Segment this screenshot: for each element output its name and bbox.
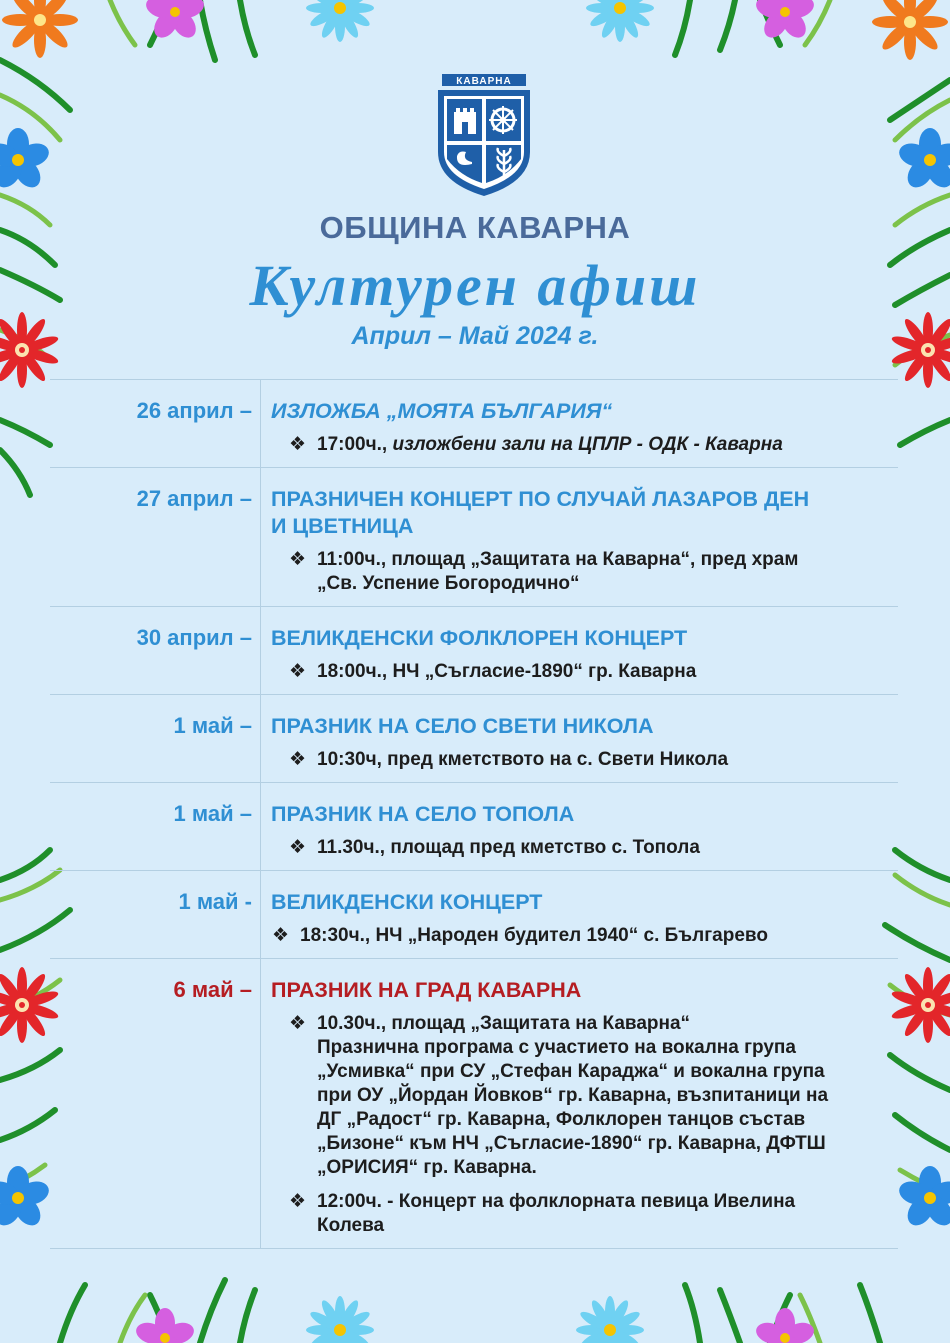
event-time: 17:00ч., [317, 434, 388, 455]
event-date: 6 май – [50, 959, 261, 1249]
event-detail [271, 1012, 888, 1180]
event-row [50, 695, 898, 783]
event-title: ПРАЗНИК НА СЕЛО СВЕТИ НИКОЛА [271, 714, 654, 738]
event-row [50, 783, 898, 871]
event-detail-text: 18:00ч., НЧ „Съгласие-1890“ гр. Каварна [317, 661, 697, 682]
event-info [261, 695, 899, 783]
event-date: 1 май – [50, 695, 261, 783]
event-date: 1 май - [50, 871, 261, 959]
event-detail-text: 18:30ч., НЧ „Народен будител 1940“ с. Българево [300, 925, 768, 946]
event-info [261, 607, 899, 695]
page-title: Културен афиш [249, 253, 701, 318]
organization-heading: ОБЩИНА КАВАРНА [319, 210, 631, 245]
event-info [261, 871, 899, 959]
event-detail [271, 924, 888, 948]
event-title-line: ПРАЗНИЧЕН КОНЦЕРТ ПО СЛУЧАЙ ЛАЗАРОВ ДЕН [271, 487, 810, 511]
event-title: ИЗЛОЖБА „МОЯТА БЪЛГАРИЯ“ [271, 399, 613, 423]
event-row [50, 871, 898, 959]
event-detail-line: ДГ „Радост“ гр. Каварна, Фолклорен танцов състав [317, 1109, 806, 1130]
diamond-bullet-icon: ❖ [289, 549, 307, 570]
event-detail [271, 548, 888, 596]
event-title: ВЕЛИКДЕНСКИ КОНЦЕРТ [271, 890, 543, 914]
event-title-line: И ЦВЕТНИЦА [271, 514, 414, 538]
diamond-bullet-icon: ❖ [289, 1191, 307, 1212]
event-detail-line: при ОУ „Йордан Йовков“ гр. Каварна, възпитаници на [317, 1085, 829, 1106]
event-detail [271, 1190, 888, 1238]
event-info [261, 783, 899, 871]
event-title: ПРАЗНИК НА СЕЛО ТОПОЛА [271, 802, 575, 826]
event-detail-text: 11.30ч., площад пред кметство с. Топола [317, 837, 700, 858]
event-title: ВЕЛИКДЕНСКИ ФОЛКЛОРЕН КОНЦЕРТ [271, 626, 688, 650]
event-title: ПРАЗНИК НА ГРАД КАВАРНА [271, 978, 582, 1002]
diamond-bullet-icon: ❖ [289, 434, 307, 455]
event-venue: изложбени зали на ЦПЛР - ОДК - Каварна [392, 434, 783, 455]
event-detail-line: 12:00ч. - Концерт на фолклорната певица Ивелина [317, 1191, 796, 1212]
municipality-crest-logo [432, 64, 536, 198]
diamond-bullet-icon: ❖ [289, 1013, 307, 1034]
event-row [50, 959, 898, 1249]
diamond-bullet-icon: ❖ [289, 837, 307, 858]
diamond-bullet-icon: ❖ [289, 749, 307, 770]
event-info [261, 468, 899, 607]
event-row [50, 607, 898, 695]
crest-label: КАВАРНА [456, 76, 512, 87]
event-date: 1 май – [50, 783, 261, 871]
event-detail-text: 10:30ч, пред кметството на с. Свети Никола [317, 749, 729, 770]
events-table [50, 379, 898, 1249]
event-detail [271, 748, 888, 772]
diamond-bullet-icon: ❖ [272, 925, 290, 946]
event-info [261, 380, 899, 468]
event-title [271, 486, 888, 540]
event-detail-line: Колева [317, 1215, 385, 1236]
event-detail [271, 660, 888, 684]
event-detail-line: „ОРИСИЯ“ гр. Каварна. [317, 1157, 537, 1178]
event-detail-line: Празнична програма с участието на вокална група [317, 1037, 796, 1058]
event-date: 27 април – [50, 468, 261, 607]
event-detail-line: 10.30ч., площад „Защитата на Каварна“ [317, 1013, 691, 1034]
event-detail-line: „Св. Успение Богородично“ [317, 573, 580, 594]
event-detail-line: 11:00ч., площад „Защитата на Каварна“, пред храм [317, 549, 799, 570]
diamond-bullet-icon: ❖ [289, 661, 307, 682]
event-row [50, 380, 898, 468]
event-detail-line: „Бизоне“ към НЧ „Съгласие-1890“ гр. Каварна, ДФТШ [317, 1133, 826, 1154]
event-date: 26 април – [50, 380, 261, 468]
event-detail-line: „Усмивка“ при СУ „Стефан Караджа“ и вокална група [317, 1061, 825, 1082]
event-date: 30 април – [50, 607, 261, 695]
period-subtitle: Април – Май 2024 г. [351, 322, 599, 350]
event-detail [271, 836, 888, 860]
event-detail [271, 433, 888, 457]
event-info [261, 959, 899, 1249]
event-row [50, 468, 898, 607]
